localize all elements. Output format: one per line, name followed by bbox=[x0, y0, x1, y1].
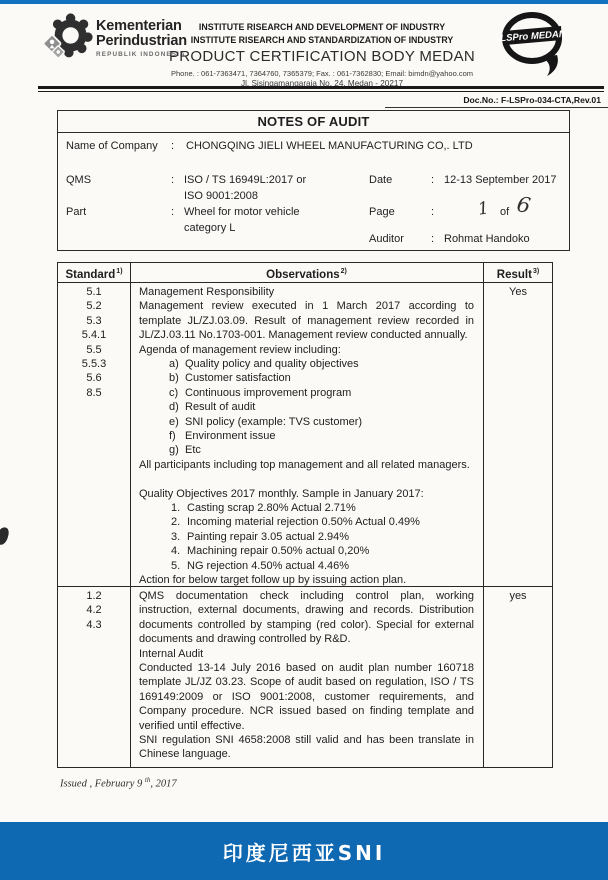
result-value: Yes bbox=[509, 286, 527, 298]
objective-item: 1. Casting scrap 2.80% Actual 2.71% bbox=[171, 502, 356, 515]
audit-table bbox=[57, 262, 553, 768]
standard-ref: 5.3 bbox=[86, 314, 102, 327]
handwritten-page-number: 1 bbox=[476, 198, 491, 220]
standard-header-label: Standard bbox=[65, 268, 116, 281]
agenda-item: e) SNI policy (example: TVS customer) bbox=[169, 415, 363, 428]
standard-ref: 5.5.3 bbox=[81, 358, 107, 371]
result-header-sup: 3) bbox=[532, 268, 540, 275]
issued-prefix: Issued , February 9 bbox=[60, 778, 145, 790]
standard-ref: 4.2 bbox=[86, 604, 102, 617]
standard-ref: 5.4.1 bbox=[81, 329, 107, 342]
logo-banner-text: LSPro MEDAN bbox=[500, 28, 567, 45]
table-header-row bbox=[58, 263, 552, 283]
qms-value-line1: ISO / TS 16949L:2017 or bbox=[184, 174, 307, 186]
doc-number: Doc.No.: F-LSPro-034-CTA,Rev.01 bbox=[463, 95, 601, 105]
page-of-label: of bbox=[500, 206, 510, 218]
top-border-strip bbox=[0, 0, 608, 4]
standard-ref: 1.2 bbox=[86, 590, 102, 602]
table-row bbox=[58, 283, 552, 586]
sni-banner-text: 印度尼西亚SNI bbox=[222, 840, 386, 865]
certification-body-name: PRODUCT CERTIFICATION BODY MEDAN bbox=[168, 48, 476, 65]
agenda-item: g) Etc bbox=[169, 444, 201, 457]
standard-ref: 4.3 bbox=[86, 618, 102, 631]
colon: : bbox=[171, 140, 175, 152]
standard-header-sup: 1) bbox=[116, 268, 123, 275]
objective-item: 5. NG rejection 4.50% actual 4.46% bbox=[171, 559, 350, 572]
observations-cell bbox=[131, 587, 484, 767]
standard-ref: 5.1 bbox=[86, 286, 102, 298]
table-row bbox=[58, 586, 552, 767]
standards-cell bbox=[58, 283, 131, 586]
header-divider bbox=[38, 86, 604, 92]
qms-label: QMS bbox=[66, 174, 92, 186]
result-cell bbox=[484, 283, 552, 586]
auditor-value: Rohmat Handoko bbox=[444, 233, 530, 245]
standard-ref: 5.2 bbox=[86, 300, 102, 313]
observation-line: All participants including top management and all related managers. bbox=[139, 458, 470, 471]
standards-cell bbox=[58, 587, 131, 767]
colon: : bbox=[431, 233, 435, 245]
notes-of-audit-box bbox=[57, 110, 570, 251]
standard-ref: 8.5 bbox=[86, 386, 102, 399]
page-label: Page bbox=[369, 206, 395, 218]
date-label: Date bbox=[369, 174, 393, 186]
doc-number-underline bbox=[385, 107, 608, 108]
header-center-block bbox=[150, 21, 494, 88]
issued-suffix: , 2017 bbox=[150, 778, 177, 790]
company-value: CHONGQING JIELI WHEEL MANUFACTURING CO,. LTD bbox=[186, 140, 473, 152]
observation-paragraph: SNI regulation SNI 4658:2008 still valid and has been translate in Chinese language. bbox=[139, 734, 474, 761]
observations-header-sup: 2) bbox=[340, 268, 347, 275]
part-value-line1: Wheel for motor vehicle bbox=[184, 206, 300, 218]
observation-line: Agenda of management review including: bbox=[139, 343, 341, 356]
observation-heading: Internal Audit bbox=[139, 647, 204, 660]
objective-item: 4. Machining repair 0.50% actual 0,20% bbox=[171, 545, 370, 558]
result-cell bbox=[484, 587, 552, 767]
company-label: Name of Company bbox=[66, 140, 158, 152]
agenda-item: a) Quality policy and quality objectives bbox=[169, 358, 359, 371]
institute-line-1: INSTITUTE RISEARCH AND DEVELOPMENT OF INDUSTRY bbox=[198, 22, 446, 32]
observation-paragraph: QMS documentation check including control plan, working instruction, external documents, drawing and records. Distribution documents controlled by stamping (red color). Special for external documents and drawing controlled by R&D. bbox=[139, 590, 474, 646]
agenda-item: d) Result of audit bbox=[169, 401, 256, 414]
agenda-item: f) Environment issue bbox=[169, 430, 276, 443]
gear-icon bbox=[42, 13, 94, 63]
handwritten-page-total: 6 bbox=[515, 192, 533, 218]
republic-label: REPUBLIK INDONESIA bbox=[96, 51, 186, 58]
objective-item: 2. Incoming material rejection 0.50% Actual 0.49% bbox=[171, 516, 420, 529]
institute-line-2: INSTITUTE RISEARCH AND STANDARDIZATION OF INDUSTRY bbox=[190, 34, 454, 45]
notes-title: NOTES OF AUDIT bbox=[58, 111, 569, 133]
ministry-name-line1: Kementerian bbox=[96, 18, 182, 34]
objective-item: 3. Painting repair 3.05 actual 2.94% bbox=[171, 530, 350, 543]
address-line: Jl. Sisingamangaraja No. 24, Medan - 20217 bbox=[240, 79, 404, 88]
contact-line: Phone. : 061-7363471, 7364760, 7365379; Fax. : 061-7362830; Email: bimdn@yahoo.com bbox=[171, 69, 473, 78]
scan-smudge bbox=[0, 526, 10, 546]
result-header-label: Result bbox=[496, 268, 532, 281]
colon: : bbox=[431, 174, 435, 186]
observations-header-label: Observations bbox=[266, 268, 340, 281]
ministry-name-line2: Perindustrian bbox=[96, 33, 187, 49]
observation-line: Quality Objectives 2017 monthly. Sample in January 2017: bbox=[139, 487, 424, 500]
observation-paragraph: Conducted 13-14 July 2016 based on audit plan number 160718 template JL/JZ 03.23. Scope of audit based on regulation, ISO / TS 169149:2009 or ISO 9001:2008, customer requirements, and Company procedure. NCR issued based on finding template and verified until effective. bbox=[139, 662, 474, 732]
sni-banner bbox=[0, 822, 608, 880]
observation-line: Action for below target follow up by issuing action plan. bbox=[139, 574, 407, 586]
lspro-medan-logo bbox=[497, 9, 571, 84]
observation-paragraph: Management review executed in 1 March 2017 according to template JL/ZJ.03.09. Result of management review recorded in JL/ZJ.03.11 No.1703-001. Management review conducted annually. bbox=[139, 300, 474, 342]
observations-column-header bbox=[131, 263, 484, 282]
agenda-item: b) Customer satisfaction bbox=[169, 372, 291, 385]
observation-heading: Management Responsibility bbox=[139, 286, 275, 298]
standard-ref: 5.5 bbox=[86, 343, 102, 356]
result-value: yes bbox=[509, 590, 527, 602]
issued-ordinal-sup: th bbox=[144, 776, 151, 784]
agenda-item: c) Continuous improvement program bbox=[169, 386, 352, 399]
part-label: Part bbox=[66, 206, 87, 218]
date-value: 12-13 September 2017 bbox=[444, 174, 557, 186]
part-value-line2: category L bbox=[184, 222, 236, 234]
issued-date bbox=[60, 776, 177, 790]
colon: : bbox=[171, 206, 175, 218]
observations-cell bbox=[131, 283, 484, 586]
auditor-label: Auditor bbox=[369, 233, 404, 245]
standard-ref: 5.6 bbox=[86, 372, 102, 385]
kementerian-perindustrian-logo bbox=[42, 13, 94, 63]
standard-column-header bbox=[58, 263, 131, 282]
colon: : bbox=[171, 174, 175, 186]
result-column-header bbox=[484, 263, 552, 282]
colon: : bbox=[431, 206, 435, 218]
q-brush-icon bbox=[497, 9, 571, 79]
qms-value-line2: ISO 9001:2008 bbox=[184, 190, 259, 202]
